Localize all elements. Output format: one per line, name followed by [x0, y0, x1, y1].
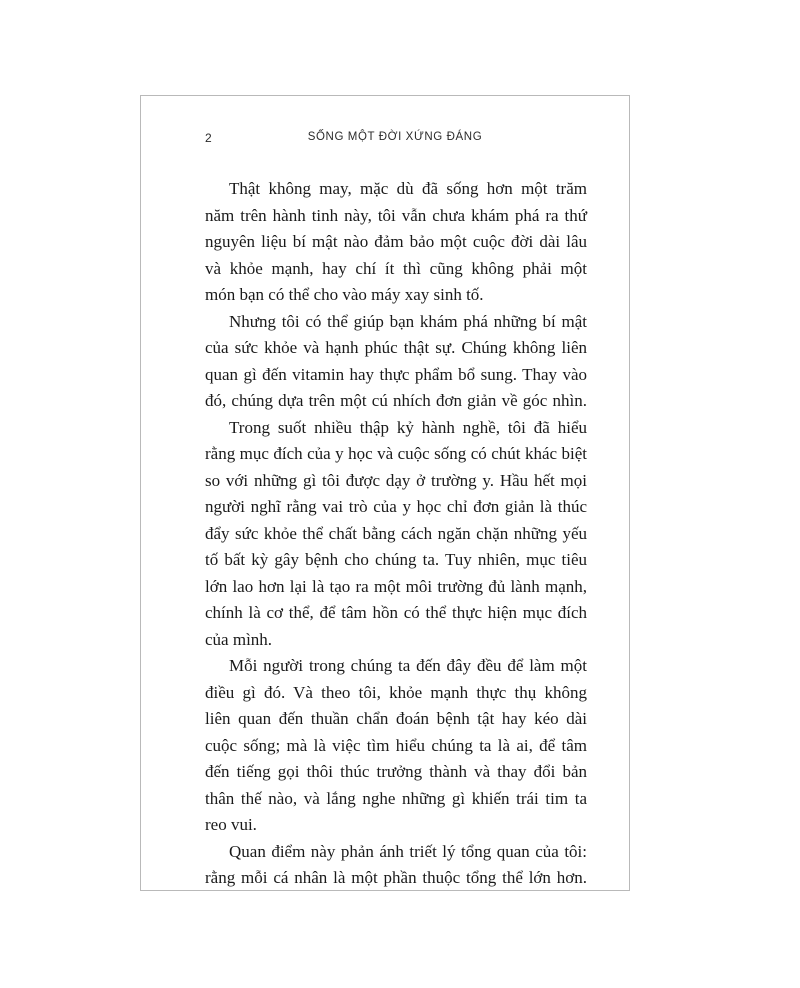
text-line: Nhưng tôi có thể giúp bạn khám phá những bí mật [229, 311, 587, 331]
body-text [205, 176, 587, 892]
text-line: so với những gì tôi được dạy ở trường y. Hầu hết mọi [205, 470, 587, 490]
text-line: rằng mục đích của y học và cuộc sống có chút khác biệt [205, 444, 587, 463]
text-line: Mỗi người trong chúng ta đến đây đều để làm một [229, 656, 587, 675]
paragraph [205, 309, 587, 415]
text-line: Thật không may, mặc dù đã sống hơn một trăm [229, 179, 587, 198]
text-line: quan gì đến vitamin hay thực phẩm bổ sung. Thay vào [205, 364, 587, 384]
text-line: lớn lao hơn lại là tạo ra một môi trường đủ lành mạnh, [205, 576, 587, 596]
text-line: chính là cơ thể, để tâm hồn có thể thực hiện mục đích [205, 603, 587, 622]
paragraph [205, 176, 587, 309]
text-line: Trong suốt nhiều thập kỷ hành nghề, tôi đã hiểu [229, 417, 587, 437]
text-line: đó, chúng dựa trên một cú nhích đơn giản về góc nhìn. [205, 391, 587, 410]
text-line: đến tiếng gọi thôi thúc trưởng thành và thay đổi bản [205, 762, 587, 781]
text-line: tố bất kỳ gây bệnh cho chúng ta. Tuy nhiên, mục tiêu [205, 550, 587, 569]
text-line: cuộc sống; mà là việc tìm hiểu chúng ta là ai, để tâm [205, 735, 587, 755]
text-line: của mình. [205, 629, 273, 649]
paragraph [205, 415, 587, 654]
text-line: đẩy sức khỏe thể chất bằng cách ngăn chặn những yếu [205, 523, 587, 543]
page-number: 2 [205, 131, 212, 145]
running-title: SỐNG MỘT ĐỜI XỨNG ĐÁNG [307, 131, 483, 143]
paragraph [205, 839, 587, 892]
text-line: điều gì đó. Và theo tôi, khỏe mạnh thực thụ không [205, 682, 587, 702]
text-line: món bạn có thể cho vào máy xay sinh tố. [205, 285, 484, 304]
text-line: reo vui. [205, 815, 257, 834]
text-line: Quan điểm này phản ánh triết lý tổng quan của tôi: [229, 841, 587, 861]
text-line: của sức khỏe và hạnh phúc thật sự. Chúng không liên [205, 338, 587, 357]
text-line: rằng mỗi cá nhân là một phần thuộc tổng thể lớn hơn. [205, 868, 587, 887]
text-line: thân thế nào, và lắng nghe những gì khiến trái tim ta [205, 788, 587, 808]
text-line: liên quan đến thuần chẩn đoán bệnh tật hay kéo dài [205, 709, 587, 728]
paragraph [205, 653, 587, 839]
text-line: và khỏe mạnh, hay chí ít thì cũng không phải một [205, 258, 587, 278]
text-line: nguyên liệu bí mật nào đảm bảo một cuộc đời dài lâu [205, 232, 587, 251]
text-line: người nghĩ rằng vai trò của y học chỉ đơn giản là thúc [205, 497, 587, 516]
text-line: năm trên hành tinh này, tôi vẫn chưa khám phá ra thứ [205, 205, 587, 225]
